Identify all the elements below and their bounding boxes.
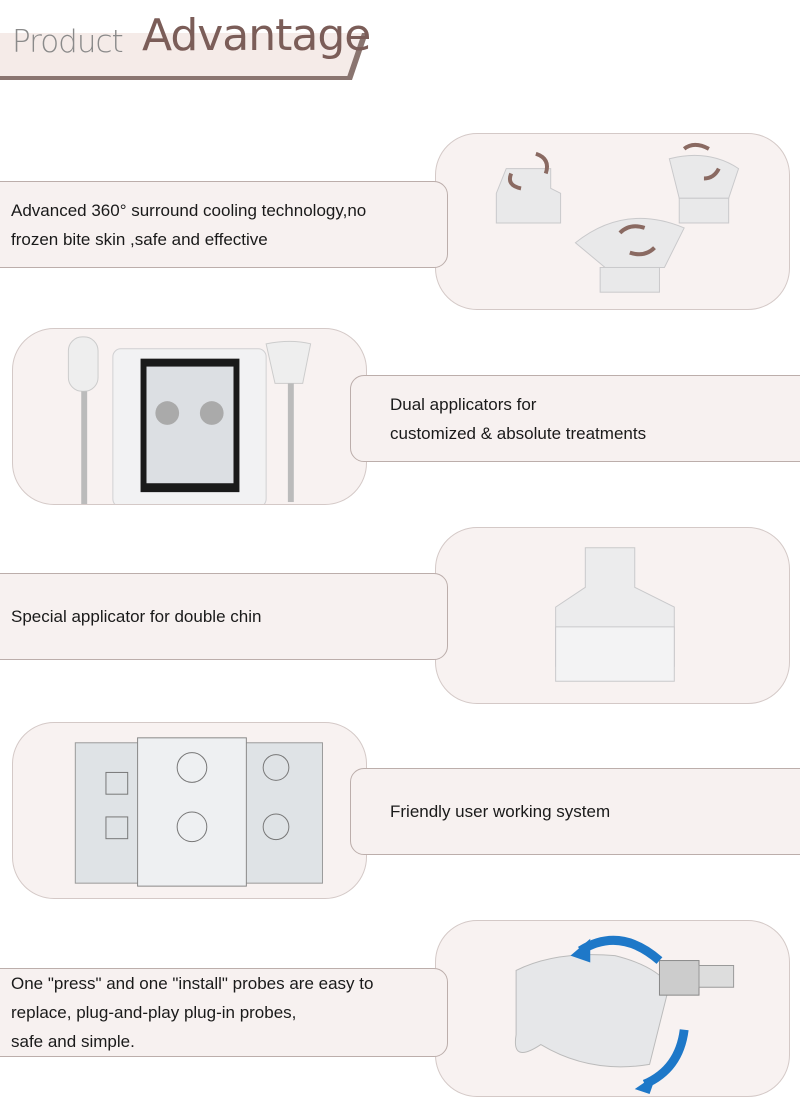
image-rotating-applicators <box>435 133 790 310</box>
feature-text-box <box>350 375 800 462</box>
image-double-chin-applicator <box>435 527 790 704</box>
feature-text-line: replace, plug-and-play plug-in probes, <box>11 1003 297 1022</box>
feature-text-line: Dual applicators for <box>390 394 537 414</box>
feature-text-box <box>0 968 448 1057</box>
header-word-advantage: Advantage <box>142 10 371 61</box>
image-plug-in-probe <box>435 920 790 1097</box>
feature-text-line: customized & absolute treatments <box>390 423 647 443</box>
feature-text-line: Special applicator for double chin <box>11 607 262 626</box>
feature-text-line: Advanced 360° surround cooling technology,no <box>11 200 367 220</box>
feature-text-line: One "press" and one "install" probes are easy to <box>11 974 374 993</box>
feature-text-line: safe and simple. <box>11 1032 135 1051</box>
feature-text-box <box>0 181 448 268</box>
feature-text-box <box>0 573 448 660</box>
feature-text-box <box>350 768 800 855</box>
image-control-screens <box>12 722 367 899</box>
feature-text-line: Friendly user working system <box>390 802 611 821</box>
section-header <box>0 0 400 90</box>
header-word-product: Product <box>12 24 123 60</box>
image-dual-applicator-machine <box>12 328 367 505</box>
feature-text-line: frozen bite skin ,safe and effective <box>11 229 268 249</box>
